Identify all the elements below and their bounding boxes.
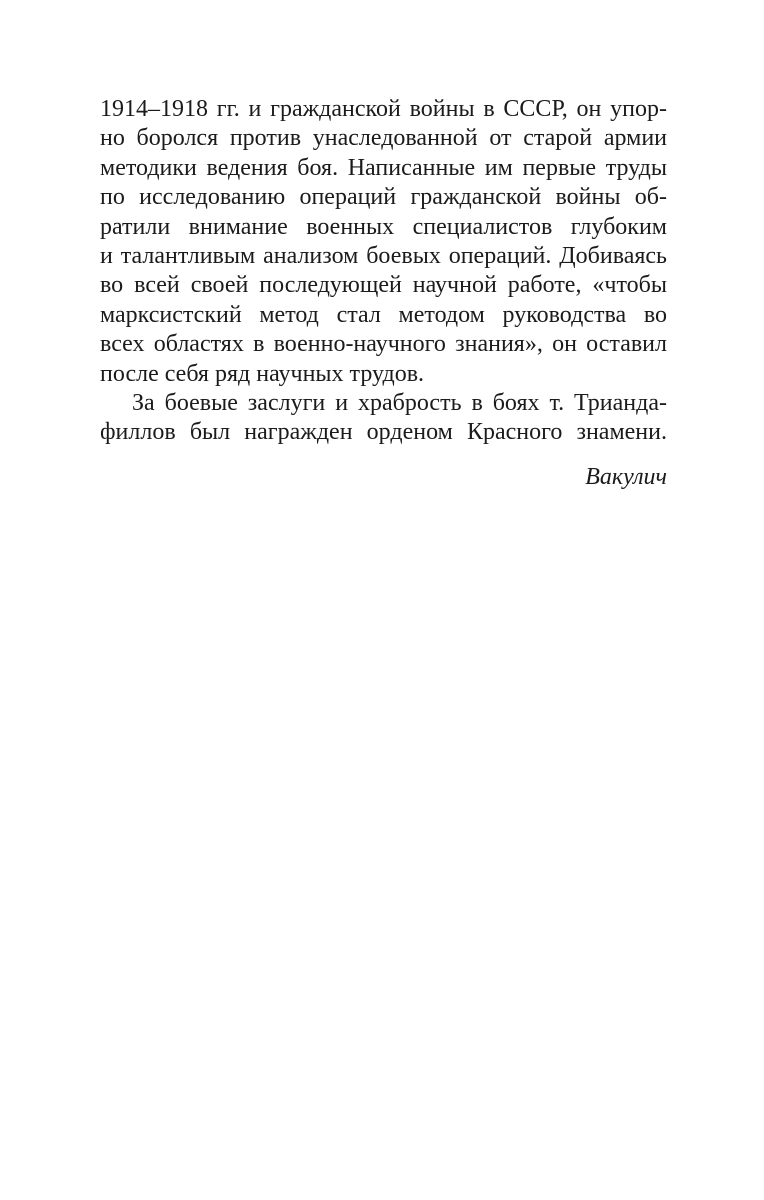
text-line: всех областях в военно-научного знания», он оставил: [100, 331, 667, 358]
text-line: но боролся против унаследованной от старой армии: [100, 125, 667, 152]
paragraph-2: [100, 389, 667, 448]
text-line: 1914–1918 гг. и гражданской войны в СССР, он упор-: [100, 96, 667, 122]
text-line: после себя ряд научных трудов.: [100, 360, 425, 387]
text-line: и талантливым анализом боевых операций. Добиваясь: [100, 242, 667, 269]
paragraph-1: [100, 95, 667, 389]
text-line: во всей своей последующей научной работе, «чтобы: [100, 272, 667, 299]
text-line: по исследованию операций гражданской войны об-: [100, 184, 667, 211]
text-line: ратили внимание военных специалистов глубоким: [100, 213, 667, 240]
document-page: [100, 95, 667, 492]
text-line: За боевые заслуги и храбрость в боях т. Трианда-: [132, 389, 667, 416]
text-line: методики ведения боя. Написанные им первые труды: [100, 154, 667, 181]
text-line: филлов был награжден орденом Красного знамени.: [100, 419, 667, 446]
author-signature: Вакулич: [585, 463, 667, 490]
text-line: марксистский метод стал методом руководства во: [100, 301, 667, 328]
